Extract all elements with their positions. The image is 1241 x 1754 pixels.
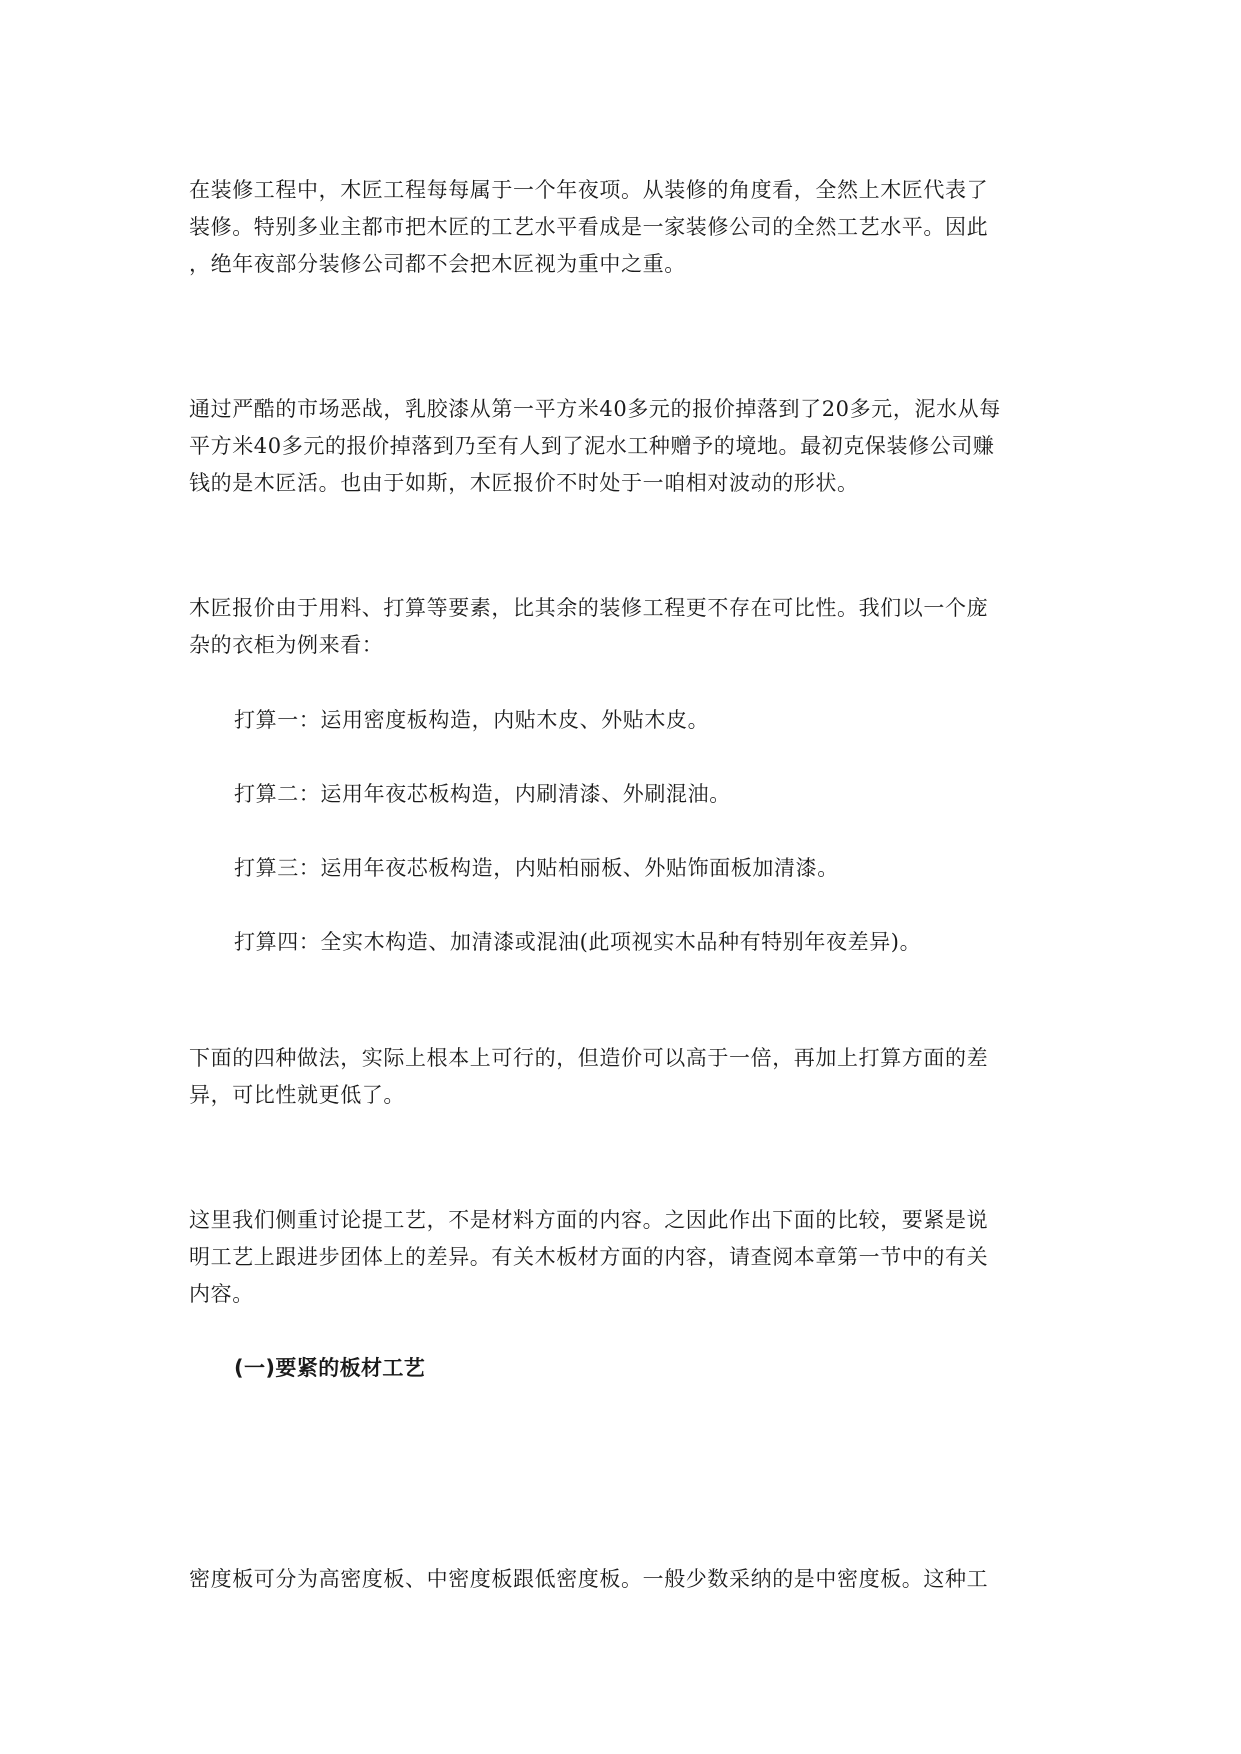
paragraph-line: 通过严酷的市场恶战，乳胶漆从第一平方米40多元的报价掉落到了20多元，泥水从每	[189, 397, 1001, 421]
option-item: 打算一：运用密度板构造，内贴木皮、外贴木皮。	[234, 708, 710, 732]
paragraph-line: 这里我们侧重讨论提工艺，不是材料方面的内容。之因此作出下面的比较，要紧是说	[189, 1208, 989, 1232]
paragraph-line: 下面的四种做法，实际上根本上可行的，但造价可以高于一倍，再加上打算方面的差	[189, 1046, 989, 1070]
option-item: 打算二：运用年夜芯板构造，内刷清漆、外刷混油。	[234, 782, 731, 806]
paragraph-line: 平方米40多元的报价掉落到乃至有人到了泥水工种赠予的境地。最初克保装修公司赚	[189, 434, 995, 458]
paragraph-line: 钱的是木匠活。也由于如斯，木匠报价不时处于一咱相对波动的形状。	[189, 471, 859, 495]
option-item: 打算三：运用年夜芯板构造，内贴柏丽板、外贴饰面板加清漆。	[234, 856, 839, 880]
option-item: 打算四：全实木构造、加清漆或混油(此项视实木品种有特别年夜差异)。	[234, 930, 922, 954]
paragraph-line: 明工艺上跟进步团体上的差异。有关木板材方面的内容，请查阅本章第一节中的有关	[189, 1245, 989, 1269]
paragraph-line: 内容。	[189, 1282, 254, 1306]
paragraph-line: 杂的衣柜为例来看：	[189, 633, 384, 657]
paragraph-line: 异，可比性就更低了。	[189, 1083, 405, 1107]
paragraph-line: 密度板可分为高密度板、中密度板跟低密度板。一般少数采纳的是中密度板。这种工	[189, 1567, 989, 1591]
section-heading: (一)要紧的板材工艺	[234, 1356, 426, 1380]
paragraph-line: 木匠报价由于用料、打算等要素，比其余的装修工程更不存在可比性。我们以一个庞	[189, 596, 989, 620]
paragraph-line: ，绝年夜部分装修公司都不会把木匠视为重中之重。	[189, 252, 686, 276]
paragraph-line: 在装修工程中，木匠工程每每属于一个年夜项。从装修的角度看，全然上木匠代表了	[189, 178, 989, 202]
paragraph-line: 装修。特别多业主都市把木匠的工艺水平看成是一家装修公司的全然工艺水平。因此	[189, 215, 989, 239]
